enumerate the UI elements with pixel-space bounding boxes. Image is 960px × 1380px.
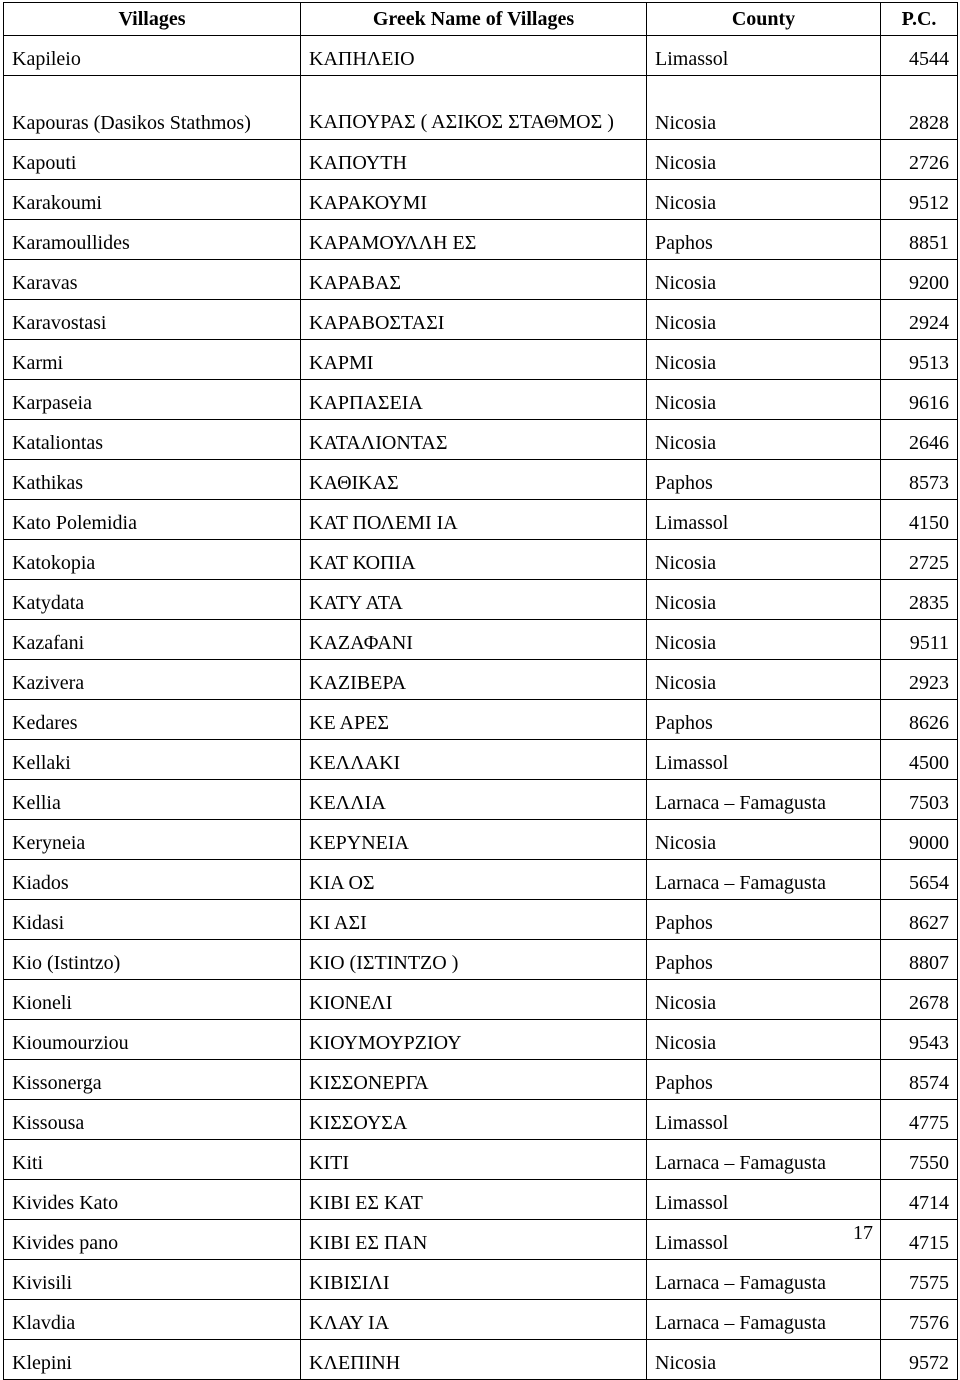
county-cell: Nicosia	[647, 820, 881, 860]
county-cell: Limassol	[647, 1180, 881, 1220]
table-row	[4, 820, 958, 860]
greek-name-cell: ΚΑΠΗΛΕΙΟ	[301, 36, 647, 76]
county-cell: Nicosia	[647, 620, 881, 660]
greek-name-cell: ΚΑΖΑΦΑΝΙ	[301, 620, 647, 660]
table-row	[4, 940, 958, 980]
county-cell: Limassol	[647, 740, 881, 780]
county-cell: Paphos	[647, 1060, 881, 1100]
header-postal-code: P.C.	[881, 3, 958, 36]
village-name-cell: Kio (Istintzo)	[4, 940, 301, 980]
village-name-cell: Karakoumi	[4, 180, 301, 220]
postal-code-cell: 2646	[881, 420, 958, 460]
village-name-cell: Kapileio	[4, 36, 301, 76]
table-row	[4, 980, 958, 1020]
postal-code-cell: 8851	[881, 220, 958, 260]
greek-name-cell: ΚΑΤ ΚΟΠΙΑ	[301, 540, 647, 580]
county-cell: Nicosia	[647, 340, 881, 380]
village-name-cell: Karmi	[4, 340, 301, 380]
postal-code-cell: 8627	[881, 900, 958, 940]
postal-code-cell: 9512	[881, 180, 958, 220]
county-cell: Nicosia	[647, 300, 881, 340]
county-cell: Paphos	[647, 940, 881, 980]
county-cell: Nicosia	[647, 660, 881, 700]
greek-name-cell: ΚΕΛΛΙΑ	[301, 780, 647, 820]
postal-code-cell: 4714	[881, 1180, 958, 1220]
county-cell: Nicosia	[647, 980, 881, 1020]
county-cell: Paphos	[647, 460, 881, 500]
greek-name-cell: ΚΛΑΥ ΙΑ	[301, 1300, 647, 1340]
postal-code-cell: 7575	[881, 1260, 958, 1300]
table-row	[4, 1300, 958, 1340]
greek-name-cell: ΚΑΠΟΥΡΑΣ ( ΑΣΙΚΟΣ ΣΤΑΘΜΟΣ )	[301, 76, 647, 140]
postal-code-cell: 8626	[881, 700, 958, 740]
postal-code-cell: 2923	[881, 660, 958, 700]
village-name-cell: Kissonerga	[4, 1060, 301, 1100]
county-cell: Larnaca – Famagusta	[647, 1300, 881, 1340]
greek-name-cell: ΚΙΤΙ	[301, 1140, 647, 1180]
greek-name-cell: ΚΙΒΙ ΕΣ ΚΑΤ	[301, 1180, 647, 1220]
postal-code-cell: 9572	[881, 1340, 958, 1380]
village-name-cell: Kivides pano	[4, 1220, 301, 1260]
table-row	[4, 76, 958, 140]
table-row	[4, 300, 958, 340]
table-row	[4, 340, 958, 380]
table-row	[4, 1100, 958, 1140]
postal-code-cell: 9511	[881, 620, 958, 660]
county-cell: Limassol	[647, 500, 881, 540]
greek-name-cell: ΚΑΤ ΠΟΛΕΜΙ ΙΑ	[301, 500, 647, 540]
table-row	[4, 1260, 958, 1300]
county-cell: Limassol	[647, 36, 881, 76]
greek-name-cell: ΚΑΡΑΜΟΥΛΛΗ ΕΣ	[301, 220, 647, 260]
greek-name-cell: ΚΕ ΑΡΕΣ	[301, 700, 647, 740]
postal-code-cell: 9616	[881, 380, 958, 420]
table-row	[4, 620, 958, 660]
village-name-cell: Kapouti	[4, 140, 301, 180]
county-cell: Nicosia	[647, 1020, 881, 1060]
postal-code-cell: 5654	[881, 860, 958, 900]
village-name-cell: Kazivera	[4, 660, 301, 700]
greek-name-cell: ΚΙΣΣΟΥΣΑ	[301, 1100, 647, 1140]
postal-code-cell: 4544	[881, 36, 958, 76]
village-name-cell: Kellia	[4, 780, 301, 820]
table-row	[4, 780, 958, 820]
county-cell: Nicosia	[647, 420, 881, 460]
table-row	[4, 580, 958, 620]
county-cell: Limassol	[647, 1100, 881, 1140]
village-name-cell: Kivides Kato	[4, 1180, 301, 1220]
postal-code-cell: 2835	[881, 580, 958, 620]
postal-code-cell: 2725	[881, 540, 958, 580]
village-name-cell: Karpaseia	[4, 380, 301, 420]
table-row	[4, 1140, 958, 1180]
postal-code-cell: 2678	[881, 980, 958, 1020]
postal-code-cell: 4775	[881, 1100, 958, 1140]
village-name-cell: Karavostasi	[4, 300, 301, 340]
village-name-cell: Kazafani	[4, 620, 301, 660]
table-row	[4, 900, 958, 940]
table-row	[4, 500, 958, 540]
postal-code-cell: 2726	[881, 140, 958, 180]
greek-name-cell: ΚΙΟΥΜΟΥΡΖΙΟΥ	[301, 1020, 647, 1060]
postal-code-cell: 9543	[881, 1020, 958, 1060]
greek-name-cell: ΚΕΡΥΝΕΙΑ	[301, 820, 647, 860]
postal-code-cell: 4150	[881, 500, 958, 540]
table-row	[4, 1340, 958, 1380]
greek-name-cell: ΚΑΡΑΒΑΣ	[301, 260, 647, 300]
village-name-cell: Klepini	[4, 1340, 301, 1380]
header-county: County	[647, 3, 881, 36]
postal-code-cell: 7503	[881, 780, 958, 820]
county-cell: Nicosia	[647, 1340, 881, 1380]
county-cell: Paphos	[647, 220, 881, 260]
greek-name-cell: ΚΑΡΜΙ	[301, 340, 647, 380]
table-row	[4, 540, 958, 580]
county-cell: Paphos	[647, 700, 881, 740]
villages-table	[3, 2, 958, 1380]
village-name-cell: Kioumourziou	[4, 1020, 301, 1060]
greek-name-cell: ΚΑΤΥ ΑΤΑ	[301, 580, 647, 620]
table-row	[4, 140, 958, 180]
county-cell: Paphos	[647, 900, 881, 940]
village-name-cell: Katydata	[4, 580, 301, 620]
header-villages: Villages	[4, 3, 301, 36]
postal-code-cell: 2828	[881, 76, 958, 140]
postal-code-cell: 8573	[881, 460, 958, 500]
table-row	[4, 180, 958, 220]
page-number: 17	[853, 1222, 873, 1244]
greek-name-cell: ΚΑΘΙΚΑΣ	[301, 460, 647, 500]
village-name-cell: Karavas	[4, 260, 301, 300]
county-cell: Larnaca – Famagusta	[647, 860, 881, 900]
table-row	[4, 740, 958, 780]
county-cell: Larnaca – Famagusta	[647, 780, 881, 820]
table-row	[4, 220, 958, 260]
greek-name-cell: ΚΙΒΙΣΙΛΙ	[301, 1260, 647, 1300]
table-row	[4, 1180, 958, 1220]
postal-code-cell: 9200	[881, 260, 958, 300]
village-name-cell: Kataliontas	[4, 420, 301, 460]
postal-code-cell: 9000	[881, 820, 958, 860]
table-row	[4, 36, 958, 76]
table-row	[4, 1020, 958, 1060]
village-name-cell: Kapouras (Dasikos Stathmos)	[4, 76, 301, 140]
village-name-cell: Kiti	[4, 1140, 301, 1180]
greek-name-cell: ΚΕΛΛΑΚΙ	[301, 740, 647, 780]
village-name-cell: Kiados	[4, 860, 301, 900]
county-cell: Nicosia	[647, 580, 881, 620]
village-name-cell: Katokopia	[4, 540, 301, 580]
county-cell: Nicosia	[647, 540, 881, 580]
village-name-cell: Kellaki	[4, 740, 301, 780]
table-row	[4, 660, 958, 700]
county-cell: Nicosia	[647, 380, 881, 420]
village-name-cell: Kathikas	[4, 460, 301, 500]
county-cell: Larnaca – Famagusta	[647, 1260, 881, 1300]
village-name-cell: Kidasi	[4, 900, 301, 940]
postal-code-cell: 4715	[881, 1220, 958, 1260]
table-row	[4, 1060, 958, 1100]
village-name-cell: Karamoullides	[4, 220, 301, 260]
greek-name-cell: ΚΑΤΑΛΙΟΝΤΑΣ	[301, 420, 647, 460]
postal-code-cell: 7576	[881, 1300, 958, 1340]
table-row	[4, 380, 958, 420]
greek-name-cell: ΚΛΕΠΙΝΗ	[301, 1340, 647, 1380]
table-row	[4, 460, 958, 500]
header-greek-name: Greek Name of Villages	[301, 3, 647, 36]
greek-name-cell: ΚΙΑ ΟΣ	[301, 860, 647, 900]
postal-code-cell: 4500	[881, 740, 958, 780]
county-cell: Nicosia	[647, 180, 881, 220]
village-name-cell: Kedares	[4, 700, 301, 740]
postal-code-cell: 8807	[881, 940, 958, 980]
county-cell: Limassol	[647, 1220, 881, 1260]
greek-name-cell: ΚΙΣΣΟΝΕΡΓΑ	[301, 1060, 647, 1100]
village-name-cell: Kissousa	[4, 1100, 301, 1140]
greek-name-cell: ΚΙΟ (ΙΣΤΙΝΤΖΟ )	[301, 940, 647, 980]
village-name-cell: Keryneia	[4, 820, 301, 860]
village-name-cell: Kivisili	[4, 1260, 301, 1300]
table-row	[4, 260, 958, 300]
greek-name-cell: ΚΑΡΠΑΣΕΙΑ	[301, 380, 647, 420]
greek-name-cell: ΚΑΖΙΒΕΡΑ	[301, 660, 647, 700]
table-row	[4, 700, 958, 740]
greek-name-cell: ΚΙΒΙ ΕΣ ΠΑΝ	[301, 1220, 647, 1260]
greek-name-cell: ΚΑΡΑΚΟΥΜΙ	[301, 180, 647, 220]
greek-name-cell: ΚΙ ΑΣΙ	[301, 900, 647, 940]
table-row	[4, 420, 958, 460]
postal-code-cell: 7550	[881, 1140, 958, 1180]
table-row	[4, 860, 958, 900]
village-name-cell: Kioneli	[4, 980, 301, 1020]
county-cell: Larnaca – Famagusta	[647, 1140, 881, 1180]
postal-code-cell: 8574	[881, 1060, 958, 1100]
village-name-cell: Kato Polemidia	[4, 500, 301, 540]
greek-name-cell: ΚΑΠΟΥΤΗ	[301, 140, 647, 180]
header-row	[4, 3, 958, 36]
postal-code-cell: 2924	[881, 300, 958, 340]
table-body	[4, 36, 958, 1380]
greek-name-cell: ΚΙΟΝΕΛΙ	[301, 980, 647, 1020]
table-row	[4, 1220, 958, 1260]
village-name-cell: Klavdia	[4, 1300, 301, 1340]
greek-name-cell: ΚΑΡΑΒΟΣΤΑΣΙ	[301, 300, 647, 340]
county-cell: Nicosia	[647, 260, 881, 300]
county-cell: Nicosia	[647, 140, 881, 180]
postal-code-cell: 9513	[881, 340, 958, 380]
county-cell: Nicosia	[647, 76, 881, 140]
